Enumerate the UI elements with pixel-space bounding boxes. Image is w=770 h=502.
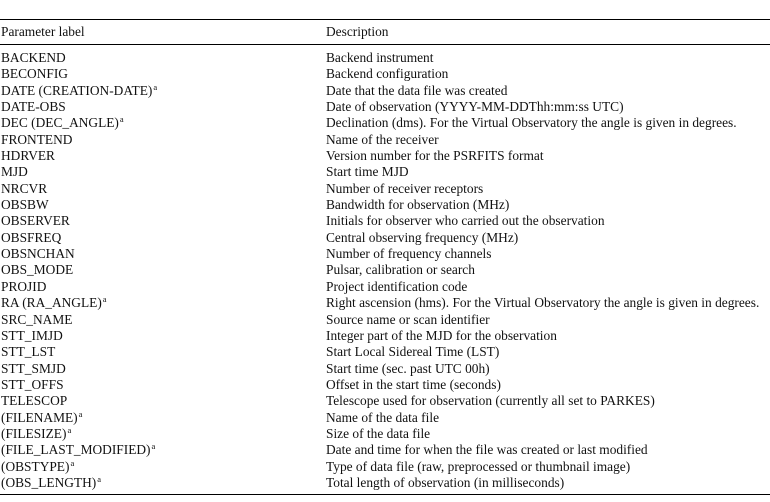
parameter-label-text: (FILE_LAST_MODIFIED) xyxy=(1,442,151,458)
table-body xyxy=(0,50,770,491)
parameter-label-text: (FILESIZE) xyxy=(1,425,67,441)
table-row xyxy=(0,246,770,262)
footnote-marker: a xyxy=(151,441,156,452)
table-row xyxy=(0,181,770,197)
table-row xyxy=(0,426,770,442)
parameter-description: Start time (sec. past UTC 00h) xyxy=(326,360,490,376)
parameter-label xyxy=(1,50,66,66)
parameter-description: Number of receiver receptors xyxy=(326,180,484,196)
table-row xyxy=(0,230,770,246)
parameter-description: Date of observation (YYYY-MM-DDThh:mm:ss UTC) xyxy=(326,99,624,115)
table-row xyxy=(0,442,770,458)
footnote-marker: a xyxy=(97,473,101,484)
parameter-label-text: OBS_MODE xyxy=(1,262,74,278)
parameter-description: Offset in the start time (seconds) xyxy=(326,376,501,392)
table-top-rule xyxy=(0,19,770,20)
parameter-description: Number of frequency channels xyxy=(326,246,492,262)
parameter-label xyxy=(1,148,55,164)
parameter-label xyxy=(1,377,64,393)
table-row xyxy=(0,164,770,180)
parameter-label xyxy=(1,393,67,409)
parameter-label xyxy=(1,213,70,229)
parameter-description: Total length of observation (in milliseconds) xyxy=(326,474,565,490)
parameter-label xyxy=(1,312,72,328)
table-row xyxy=(0,393,770,409)
parameter-label-text: RA (RA_ANGLE) xyxy=(1,295,102,311)
parameter-description: Start time MJD xyxy=(326,164,409,180)
table-row xyxy=(0,410,770,426)
parameter-description: Date that the data file was created xyxy=(326,82,508,98)
footnote-marker: a xyxy=(153,81,158,92)
parameter-label-text: STT_LST xyxy=(1,344,56,360)
parameter-label-text: HDRVER xyxy=(1,148,55,164)
footnote-marker: a xyxy=(70,457,75,468)
parameter-label-text: (OBSTYPE) xyxy=(1,458,70,474)
parameter-description: Bandwidth for observation (MHz) xyxy=(326,197,510,213)
parameter-description: Declination (dms). For the Virtual Observatory the angle is given in degrees. xyxy=(326,115,737,131)
parameter-description: Name of the data file xyxy=(326,409,440,425)
parameter-label xyxy=(1,475,101,491)
parameter-label xyxy=(1,262,73,278)
parameter-label-text: OBSERVER xyxy=(1,213,70,229)
parameter-label xyxy=(1,83,157,99)
table-row xyxy=(0,344,770,360)
table-row xyxy=(0,459,770,475)
parameter-label xyxy=(1,361,66,377)
table-bottom-rule xyxy=(0,494,770,495)
parameter-label-text: STT_IMJD xyxy=(1,327,63,343)
parameter-label xyxy=(1,99,66,115)
table-row xyxy=(0,295,770,311)
header-description: Description xyxy=(326,24,389,39)
parameter-label xyxy=(1,246,75,262)
parameter-description: Telescope used for observation (currently all set to PARKES) xyxy=(326,393,655,409)
parameter-description: Source name or scan identifier xyxy=(326,311,490,327)
parameter-description: Right ascension (hms). For the Virtual Observatory the angle is given in degrees. xyxy=(326,295,760,311)
parameter-label xyxy=(1,328,63,344)
footnote-marker: a xyxy=(67,424,72,435)
parameter-label-text: BACKEND xyxy=(1,50,66,65)
parameter-label xyxy=(1,230,61,246)
parameter-label-text: DATE-OBS xyxy=(1,99,66,115)
parameter-label xyxy=(1,132,72,148)
table-row xyxy=(0,262,770,278)
footnote-marker: a xyxy=(119,114,124,125)
table-row xyxy=(0,115,770,131)
table-row xyxy=(0,213,770,229)
parameter-description: Integer part of the MJD for the observation xyxy=(326,327,557,343)
parameter-label xyxy=(1,410,82,426)
header-parameter-label: Parameter label xyxy=(1,24,85,39)
parameter-label-text: OBSFREQ xyxy=(1,229,62,245)
table-row xyxy=(0,475,770,491)
parameter-label-text: FRONTEND xyxy=(1,131,73,147)
table-row xyxy=(0,377,770,393)
parameter-label-text: OBSBW xyxy=(1,197,49,213)
parameter-label-text: OBSNCHAN xyxy=(1,246,75,262)
table-header-rule xyxy=(0,44,770,45)
table-row xyxy=(0,279,770,295)
parameter-description: Version number for the PSRFITS format xyxy=(326,148,544,164)
parameter-label xyxy=(1,181,47,197)
parameter-description: Size of the data file xyxy=(326,425,431,441)
parameter-label-text: MJD xyxy=(1,164,28,180)
table-row xyxy=(0,312,770,328)
table-row xyxy=(0,99,770,115)
table-row xyxy=(0,83,770,99)
parameter-label xyxy=(1,197,49,213)
table-row xyxy=(0,197,770,213)
parameter-label-text: SRC_NAME xyxy=(1,311,73,327)
table-row xyxy=(0,328,770,344)
table-header-row xyxy=(0,23,770,41)
parameter-label-text: BECONFIG xyxy=(1,66,68,82)
table-row xyxy=(0,50,770,66)
parameter-description: Start Local Sidereal Time (LST) xyxy=(326,344,500,360)
parameter-label-text: STT_SMJD xyxy=(1,360,66,376)
parameter-label-text: (OBS_LENGTH) xyxy=(1,474,97,490)
parameter-label-text: PROJID xyxy=(1,278,47,294)
parameter-description: Backend configuration xyxy=(326,66,449,82)
footnote-marker: a xyxy=(78,408,83,419)
parameter-label xyxy=(1,459,74,475)
parameter-label-text: TELESCOP xyxy=(1,393,68,409)
parameter-label-text: STT_OFFS xyxy=(1,376,64,392)
parameter-description: Central observing frequency (MHz) xyxy=(326,229,519,245)
table-row xyxy=(0,148,770,164)
parameter-description: Project identification code xyxy=(326,278,468,294)
parameter-label xyxy=(1,115,124,131)
parameter-description: Date and time for when the file was created or last modified xyxy=(326,442,648,458)
parameter-label-text: DEC (DEC_ANGLE) xyxy=(1,115,119,131)
parameter-description: Pulsar, calibration or search xyxy=(326,262,475,278)
parameter-label xyxy=(1,426,71,442)
parameter-label-text: (FILENAME) xyxy=(1,409,78,425)
table-row xyxy=(0,66,770,82)
parameter-description: Initials for observer who carried out the observation xyxy=(326,213,605,229)
parameter-description: Backend instrument xyxy=(326,50,434,65)
parameter-label xyxy=(1,295,107,311)
parameter-label-text: NRCVR xyxy=(1,180,48,196)
table-row xyxy=(0,361,770,377)
parameter-label xyxy=(1,344,55,360)
table-row xyxy=(0,132,770,148)
parameter-label xyxy=(1,279,46,295)
footnote-marker: a xyxy=(102,294,107,305)
parameter-label-text: DATE (CREATION-DATE) xyxy=(1,82,153,98)
parameter-label xyxy=(1,164,28,180)
parameter-description: Name of the receiver xyxy=(326,131,439,147)
parameter-label xyxy=(1,442,155,458)
parameter-label xyxy=(1,66,68,82)
parameter-description: Type of data file (raw, preprocessed or thumbnail image) xyxy=(326,458,631,474)
